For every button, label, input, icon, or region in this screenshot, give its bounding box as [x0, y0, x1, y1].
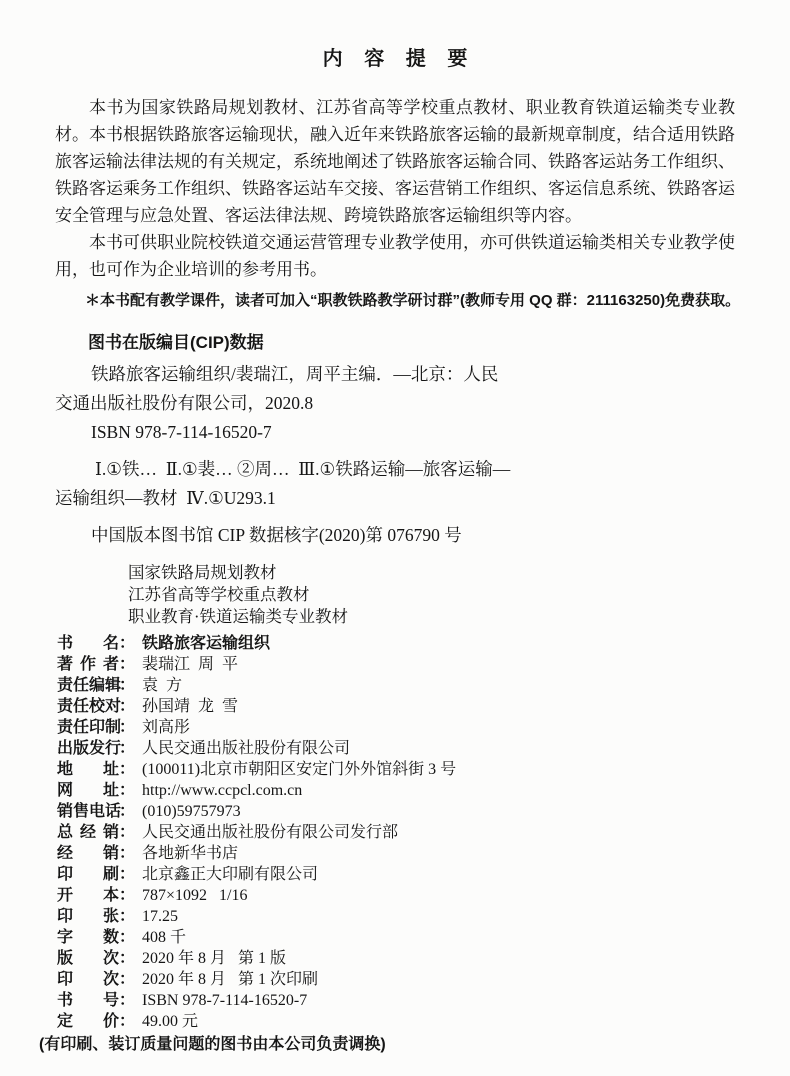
colophon-colon: ：	[119, 1013, 136, 1030]
colophon-label: 定 价	[57, 1013, 119, 1030]
colophon-row	[55, 654, 735, 675]
colophon-row	[55, 822, 735, 843]
cip-class-line-1: Ⅰ.①铁… Ⅱ.①裴… ②周… Ⅲ.①铁路运输—旅客运输—	[95, 459, 511, 479]
colophon-colon: ：	[119, 782, 136, 799]
series-line-vocational: 职业教育·铁道运输类专业教材	[128, 607, 348, 626]
colophon-value: 人民交通出版社股份有限公司	[142, 740, 351, 757]
colophon-row	[55, 717, 735, 738]
colophon-label: 销 售 电 话	[57, 803, 122, 820]
colophon-row	[55, 906, 735, 927]
colophon-row	[55, 696, 735, 717]
colophon-value: 铁路旅客运输组织	[142, 635, 271, 652]
colophon-value: 裴瑞江 周 平	[142, 656, 239, 673]
colophon-value: 刘高彤	[142, 719, 191, 736]
series-list	[128, 562, 735, 628]
colophon-colon: ：	[119, 845, 136, 862]
cip-publisher-line: 交通出版社股份有限公司，2020.8	[55, 393, 314, 413]
colophon-colon: ：	[119, 803, 136, 820]
colophon-colon: ：	[119, 908, 136, 925]
colophon-value: 北京鑫正大印刷有限公司	[142, 866, 319, 883]
colophon-value: 2020 年 8 月 第 1 次印刷	[142, 971, 319, 988]
colophon-label: 经 销	[57, 845, 119, 862]
colophon-label: 书 名	[57, 635, 119, 652]
colophon-colon: ：	[119, 698, 136, 715]
cip-isbn-line: ISBN 978-7-114-16520-7	[91, 422, 272, 442]
colophon-row	[55, 990, 735, 1011]
summary-paragraph-1: 本书为国家铁路局规划教材、江苏省高等学校重点教材、职业教育铁道运输类专业教材。本书根据铁路旅客运输现状，融入近年来铁路旅客运输的最新规章制度，结合适用铁路旅客运输法律法规的有关规定，系统地阐述了铁路旅客运输合同、铁路客运站务工作组织、铁路客运乘务工作组织、铁路客运站车交接、客运营销工作组织、客运信息系统、铁路客运安全管理与应急处置、客运法律法规、跨境铁路旅客运输组织等内容。	[55, 98, 735, 225]
colophon-label: 印 次	[57, 971, 119, 988]
colophon-value: 787×1092 1/16	[142, 887, 248, 904]
colophon-label: 印 刷	[57, 866, 119, 883]
colophon-colon: ：	[119, 656, 136, 673]
colophon-row	[55, 780, 735, 801]
colophon-label: 责 任 印 制	[57, 719, 122, 736]
colophon-label: 总 经 销	[57, 824, 119, 841]
cip-title-line: 铁路旅客运输组织/裴瑞江，周平主编．—北京：人民	[91, 364, 499, 384]
colophon-value: 49.00 元	[142, 1013, 199, 1030]
colophon-value: 17.25	[142, 908, 179, 925]
series-line-national: 国家铁路局规划教材	[128, 563, 277, 582]
colophon-value: 袁 方	[142, 677, 183, 694]
colophon-colon: ：	[119, 719, 136, 736]
colophon-value: 2020 年 8 月 第 1 版	[142, 950, 287, 967]
colophon-colon: ：	[119, 677, 136, 694]
colophon-row	[55, 927, 735, 948]
colophon-colon: ：	[119, 740, 136, 757]
quality-notice: (有印刷、装订质量问题的图书由本公司负责调换)	[39, 1036, 386, 1053]
cip-record-line: 中国版本图书馆 CIP 数据核字(2020)第 076790 号	[91, 525, 462, 545]
series-line-provincial: 江苏省高等学校重点教材	[128, 585, 310, 604]
colophon-row	[55, 801, 735, 822]
colophon-row	[55, 675, 735, 696]
colophon-label: 责 任 校 对	[57, 698, 122, 715]
colophon-colon: ：	[119, 992, 136, 1009]
colophon-colon: ：	[119, 929, 136, 946]
colophon-value: ISBN 978-7-114-16520-7	[142, 992, 308, 1009]
cip-block	[55, 360, 735, 550]
colophon-row	[55, 948, 735, 969]
colophon-label: 责 任 编 辑	[57, 677, 122, 694]
colophon-label: 著 作 者	[57, 656, 119, 673]
colophon-row	[55, 633, 735, 654]
colophon-colon: ：	[119, 635, 136, 652]
colophon-colon: ：	[119, 887, 136, 904]
colophon-value: (010)59757973	[142, 803, 241, 820]
colophon-label: 开 本	[57, 887, 119, 904]
colophon-value: 各地新华书店	[142, 845, 239, 862]
colophon-colon: ：	[119, 950, 136, 967]
colophon-label: 字 数	[57, 929, 119, 946]
colophon-list	[55, 633, 735, 1032]
colophon-row	[55, 759, 735, 780]
content-summary	[55, 94, 735, 283]
colophon-row	[55, 738, 735, 759]
colophon-colon: ：	[119, 824, 136, 841]
colophon-label: 地 址	[57, 761, 119, 778]
colophon-value: 孙国靖 龙 雪	[142, 698, 239, 715]
colophon-row	[55, 885, 735, 906]
cip-heading: 图书在版编目(CIP)数据	[88, 333, 264, 352]
colophon-label: 印 张	[57, 908, 119, 925]
summary-paragraph-2: 本书可供职业院校铁道交通运营管理专业教学使用，亦可供铁道运输类相关专业教学使用，也可作为企业培训的参考用书。	[55, 233, 735, 279]
colophon-label: 网 址	[57, 782, 119, 799]
colophon-colon: ：	[119, 761, 136, 778]
colophon-value: (100011)北京市朝阳区安定门外外馆斜街 3 号	[142, 761, 457, 778]
colophon-label: 出 版 发 行	[57, 740, 122, 757]
colophon-colon: ：	[119, 971, 136, 988]
colophon-row	[55, 1011, 735, 1032]
courseware-note: ＊本书配有教学课件，读者可加入“职教铁路教学研讨群”(教师专用 QQ 群：211163250)免费获取。	[85, 292, 741, 309]
colophon-label: 书 号	[57, 992, 119, 1009]
colophon-colon: ：	[119, 866, 136, 883]
colophon-value: http://www.ccpcl.com.cn	[142, 782, 303, 799]
content-summary-title: 内 容 提 要	[322, 48, 476, 70]
colophon-row	[55, 843, 735, 864]
colophon-label: 版 次	[57, 950, 119, 967]
colophon-row	[55, 969, 735, 990]
colophon-value: 人民交通出版社股份有限公司发行部	[142, 824, 399, 841]
colophon-row	[55, 864, 735, 885]
colophon-value: 408 千	[142, 929, 187, 946]
cip-class-line-2: 运输组织—教材 Ⅳ.①U293.1	[55, 488, 276, 508]
